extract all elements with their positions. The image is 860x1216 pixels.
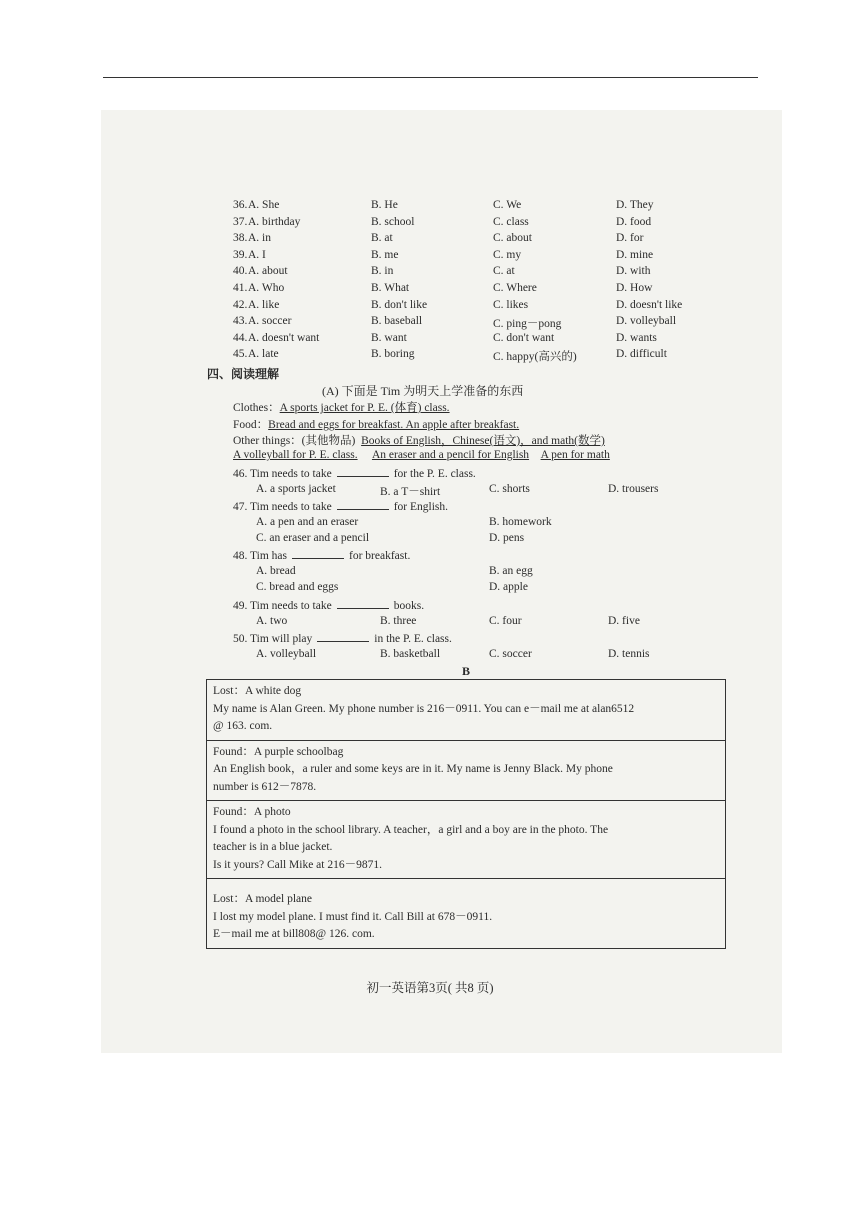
option-a: A. I (248, 248, 266, 261)
answer-option: C. shorts (489, 482, 530, 495)
option-d: D. mine (616, 248, 654, 261)
option-c: C. Where (493, 282, 537, 294)
option-c: C. ping－pong (493, 318, 562, 331)
notice-cell (207, 680, 726, 741)
notice-line: @ 163. com. (213, 720, 273, 732)
notice-cell (207, 740, 726, 801)
answer-option: C. bread and eggs (256, 581, 339, 593)
answer-option: C. soccer (489, 647, 532, 660)
question-number: 40. (233, 265, 248, 278)
answer-option: D. trousers (608, 482, 659, 495)
answer-option: B. basketball (380, 647, 441, 660)
page-footer: 初一英语第3页( 共8 页) (366, 981, 494, 995)
passage-b-label: B (462, 664, 471, 678)
notice-line: E－mail me at bill808@ 126. com. (213, 928, 375, 940)
answer-option: D. apple (489, 581, 528, 593)
answer-option: A. bread (256, 564, 296, 577)
option-c: C. class (493, 215, 529, 228)
answer-option: A. a sports jacket (256, 482, 336, 495)
answer-option: D. pens (489, 532, 525, 544)
section-title: 四、阅读理解 (207, 367, 280, 381)
notice-title: Found：A purple schoolbag (213, 745, 344, 758)
answer-option: B. homework (489, 515, 552, 528)
answer-blank (317, 631, 369, 642)
question-stem (233, 598, 424, 612)
answer-blank (337, 499, 389, 510)
option-b: B. in (371, 265, 394, 278)
answer-option: D. five (608, 614, 640, 627)
question-text: 50. Tim will play (233, 633, 313, 645)
question-number: 36. (233, 199, 248, 211)
clothes-line (233, 399, 450, 415)
notice-title: Lost：A model plane (213, 893, 313, 905)
clothes-label: Clothes： (233, 402, 280, 414)
option-c: C. likes (493, 298, 529, 311)
option-b: B. at (371, 232, 393, 245)
option-a: A. in (248, 232, 271, 245)
notice-board (206, 679, 726, 949)
answer-option: B. three (380, 614, 417, 627)
option-d: D. wants (616, 331, 657, 344)
question-text-end: for breakfast. (349, 550, 411, 562)
notice-line: Is it yours? Call Mike at 216－9871. (213, 858, 382, 871)
option-b: B. want (371, 331, 407, 344)
answer-option: B. an egg (489, 564, 533, 577)
question-number: 45. (233, 348, 248, 361)
notice (207, 879, 726, 949)
question-number: 44. (233, 331, 248, 344)
question-number: 39. (233, 248, 248, 261)
other-line-2 (233, 449, 610, 461)
notice-line: teacher is in a blue jacket. (213, 841, 333, 853)
answer-blank (337, 598, 389, 609)
question-stem (233, 466, 476, 480)
option-d: D. How (616, 282, 653, 294)
notice (207, 680, 726, 741)
option-a: A. soccer (248, 315, 292, 328)
option-a: A. birthday (248, 215, 301, 228)
question-text-end: books. (393, 600, 425, 612)
option-d: D. doesn't like (616, 298, 683, 311)
option-d: D. for (616, 232, 644, 245)
question-stem (233, 631, 452, 645)
question-text: 49. Tim needs to take (233, 600, 332, 612)
question-number: 43. (233, 315, 248, 328)
notice-title: Found：A photo (213, 806, 291, 818)
notice (207, 801, 726, 879)
other-item-volleyball: A volleyball for P. E. class. (233, 449, 358, 461)
notice-line: My name is Alan Green. My phone number is 216－0911. You can e－mail me at alan6512 (213, 702, 635, 715)
answer-option: A. volleyball (256, 647, 317, 660)
question-text: 48. Tim has (233, 550, 288, 562)
option-a: A. She (248, 199, 280, 211)
option-b: B. school (371, 215, 415, 228)
option-b: B. He (371, 199, 398, 211)
option-b: B. baseball (371, 315, 423, 328)
option-c: C. my (493, 248, 522, 261)
question-text: 46. Tim needs to take (233, 468, 332, 480)
answer-blank (337, 466, 389, 477)
food-line (233, 416, 519, 432)
option-a: A. late (248, 348, 279, 361)
header-rule (103, 77, 758, 78)
question-number: 42. (233, 298, 248, 311)
option-d: D. They (616, 199, 654, 211)
answer-option: A. a pen and an eraser (256, 515, 359, 528)
question-number: 41. (233, 282, 248, 294)
notice-line: I found a photo in the school library. A teacher，a girl and a boy are in the photo. The (213, 823, 609, 836)
question-stem (233, 499, 448, 513)
notice-cell (207, 879, 726, 949)
option-b: B. boring (371, 348, 415, 361)
food-text: Bread and eggs for breakfast. An apple after breakfast. (268, 419, 520, 431)
answer-option: C. an eraser and a pencil (256, 532, 370, 544)
clothes-text: A sports jacket for P. E. (体育) class. (279, 402, 450, 414)
option-c: C. We (493, 199, 522, 211)
question-text-end: for English. (393, 501, 449, 513)
option-c: C. at (493, 265, 515, 278)
question-text: 47. Tim needs to take (233, 501, 332, 513)
answer-option: C. four (489, 614, 522, 627)
option-b: B. don't like (371, 298, 428, 311)
option-b: B. What (371, 282, 410, 294)
question-stem (233, 548, 410, 562)
option-a: A. doesn't want (248, 331, 320, 344)
other-item-eraser: An eraser and a pencil for English (371, 449, 530, 461)
other-text: Books of English，Chinese(语文)，and math(数学) (361, 435, 605, 447)
option-a: A. like (248, 298, 280, 311)
other-line (233, 432, 605, 448)
answer-option: B. a T－shirt (380, 485, 441, 498)
question-number: 38. (233, 232, 248, 245)
question-text-end: in the P. E. class. (374, 633, 452, 645)
option-d: D. food (616, 215, 652, 228)
option-b: B. me (371, 248, 399, 261)
option-d: D. volleyball (616, 315, 677, 328)
option-c: C. about (493, 232, 532, 245)
notice-line: number is 612－7878. (213, 780, 317, 793)
notice-line: I lost my model plane. I must find it. Call Bill at 678－0911. (213, 910, 493, 923)
answer-blank (292, 548, 344, 559)
question-number: 37. (233, 215, 248, 228)
option-a: A. about (248, 265, 288, 278)
food-label: Food： (233, 419, 269, 431)
option-a: A. Who (248, 282, 285, 294)
passage-a-title: (A) 下面是 Tim 为明天上学准备的东西 (322, 384, 524, 398)
option-c: C. don't want (493, 331, 555, 344)
question-text-end: for the P. E. class. (393, 468, 476, 480)
answer-option: A. two (256, 614, 288, 627)
option-d: D. difficult (616, 348, 667, 361)
option-d: D. with (616, 265, 651, 278)
option-c: C. happy(高兴的) (493, 351, 577, 364)
other-item-pen: A pen for math (540, 449, 610, 461)
notice (207, 740, 726, 801)
other-label: Other things：(其他物品) (233, 435, 356, 447)
notice-line: An English book，a ruler and some keys are in it. My name is Jenny Black. My phone (213, 763, 613, 775)
answer-option: D. tennis (608, 647, 650, 660)
notice-title: Lost：A white dog (213, 685, 302, 697)
notice-cell (207, 801, 726, 879)
